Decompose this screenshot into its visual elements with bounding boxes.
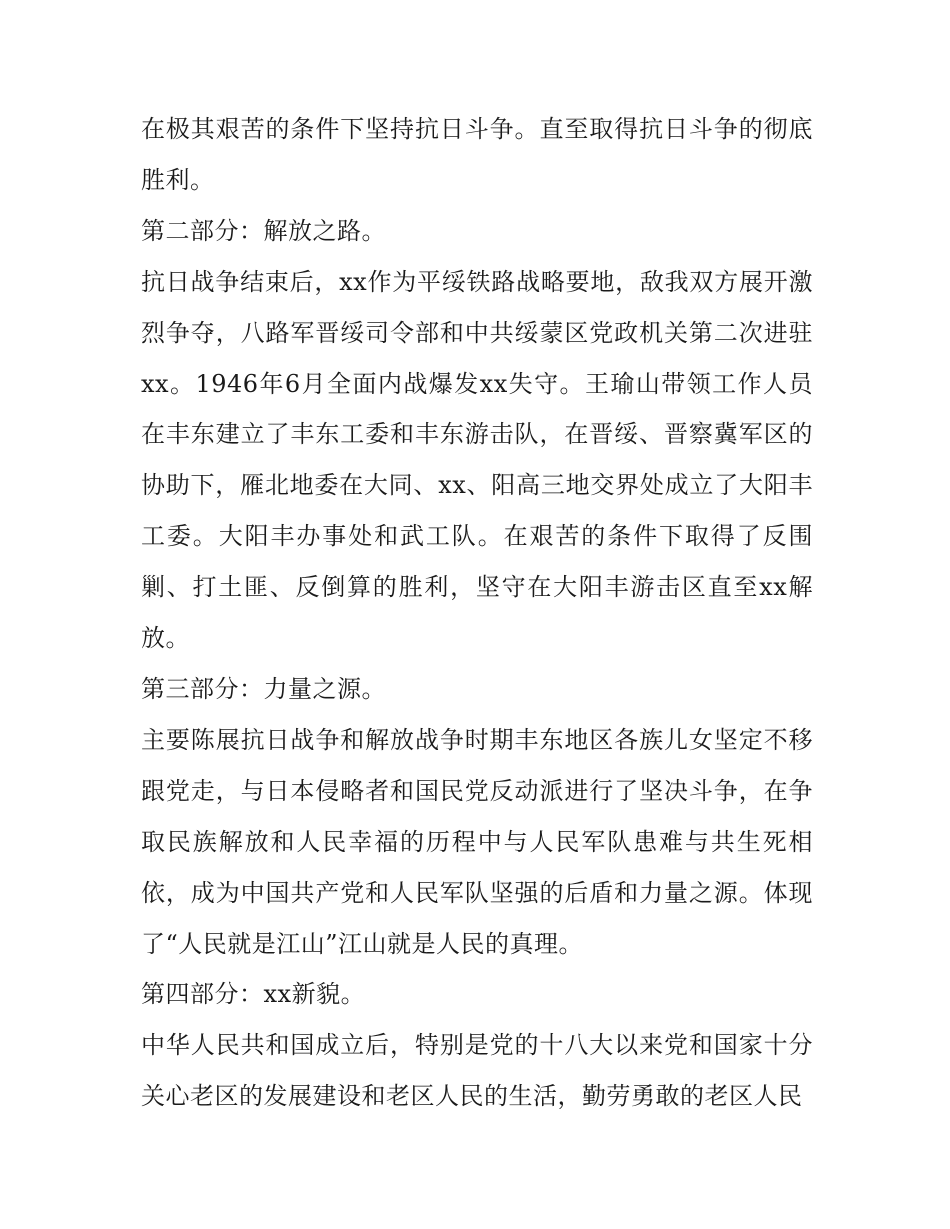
section-heading-part-four: 第四部分：xx新貌。 <box>141 980 366 1009</box>
paragraph-source-of-strength: 主要陈展抗日战争和解放战争时期丰东地区各族儿女坚定不移跟党走，与日本侵略者和国民党反动派进行了坚决斗争，在争取民族解放和人民幸福的历程中与人民军队患难与共生死相依，成为中国共产党和人民军队坚强的后盾和力量之源。体现了“人民就是江山”江山就是人民的真理。 <box>141 725 813 958</box>
paragraph-new-look: 中华人民共和国成立后，特别是党的十八大以来党和国家十分关心老区的发展建设和老区人民的生活，勤劳勇敢的老区人民 <box>141 1031 813 1111</box>
section-heading-part-two: 第二部分：解放之路。 <box>141 216 386 245</box>
document-body <box>141 104 813 1122</box>
paragraph-anti-japanese-ending: 在极其艰苦的条件下坚持抗日斗争。直至取得抗日斗争的彻底胜利。 <box>141 115 813 194</box>
section-heading-part-three: 第三部分：力量之源。 <box>141 674 386 703</box>
paragraph-liberation-road: 抗日战争结束后，xx作为平绥铁路战略要地，敌我双方展开激烈争夺，八路军晋绥司令部和中共绥蒙区党政机关第二次进驻xx。1946年6月全面内战爆发xx失守。王瑜山带领工作人员在丰东建立了丰东工委和丰东游击队，在晋绥、晋察冀军区的协助下，雁北地委在大同、xx、阳高三地交界处成立了大阳丰工委。大阳丰办事处和武工队。在艰苦的条件下取得了反围剿、打土匪、反倒算的胜利，坚守在大阳丰游击区直至xx解放。 <box>141 267 813 653</box>
